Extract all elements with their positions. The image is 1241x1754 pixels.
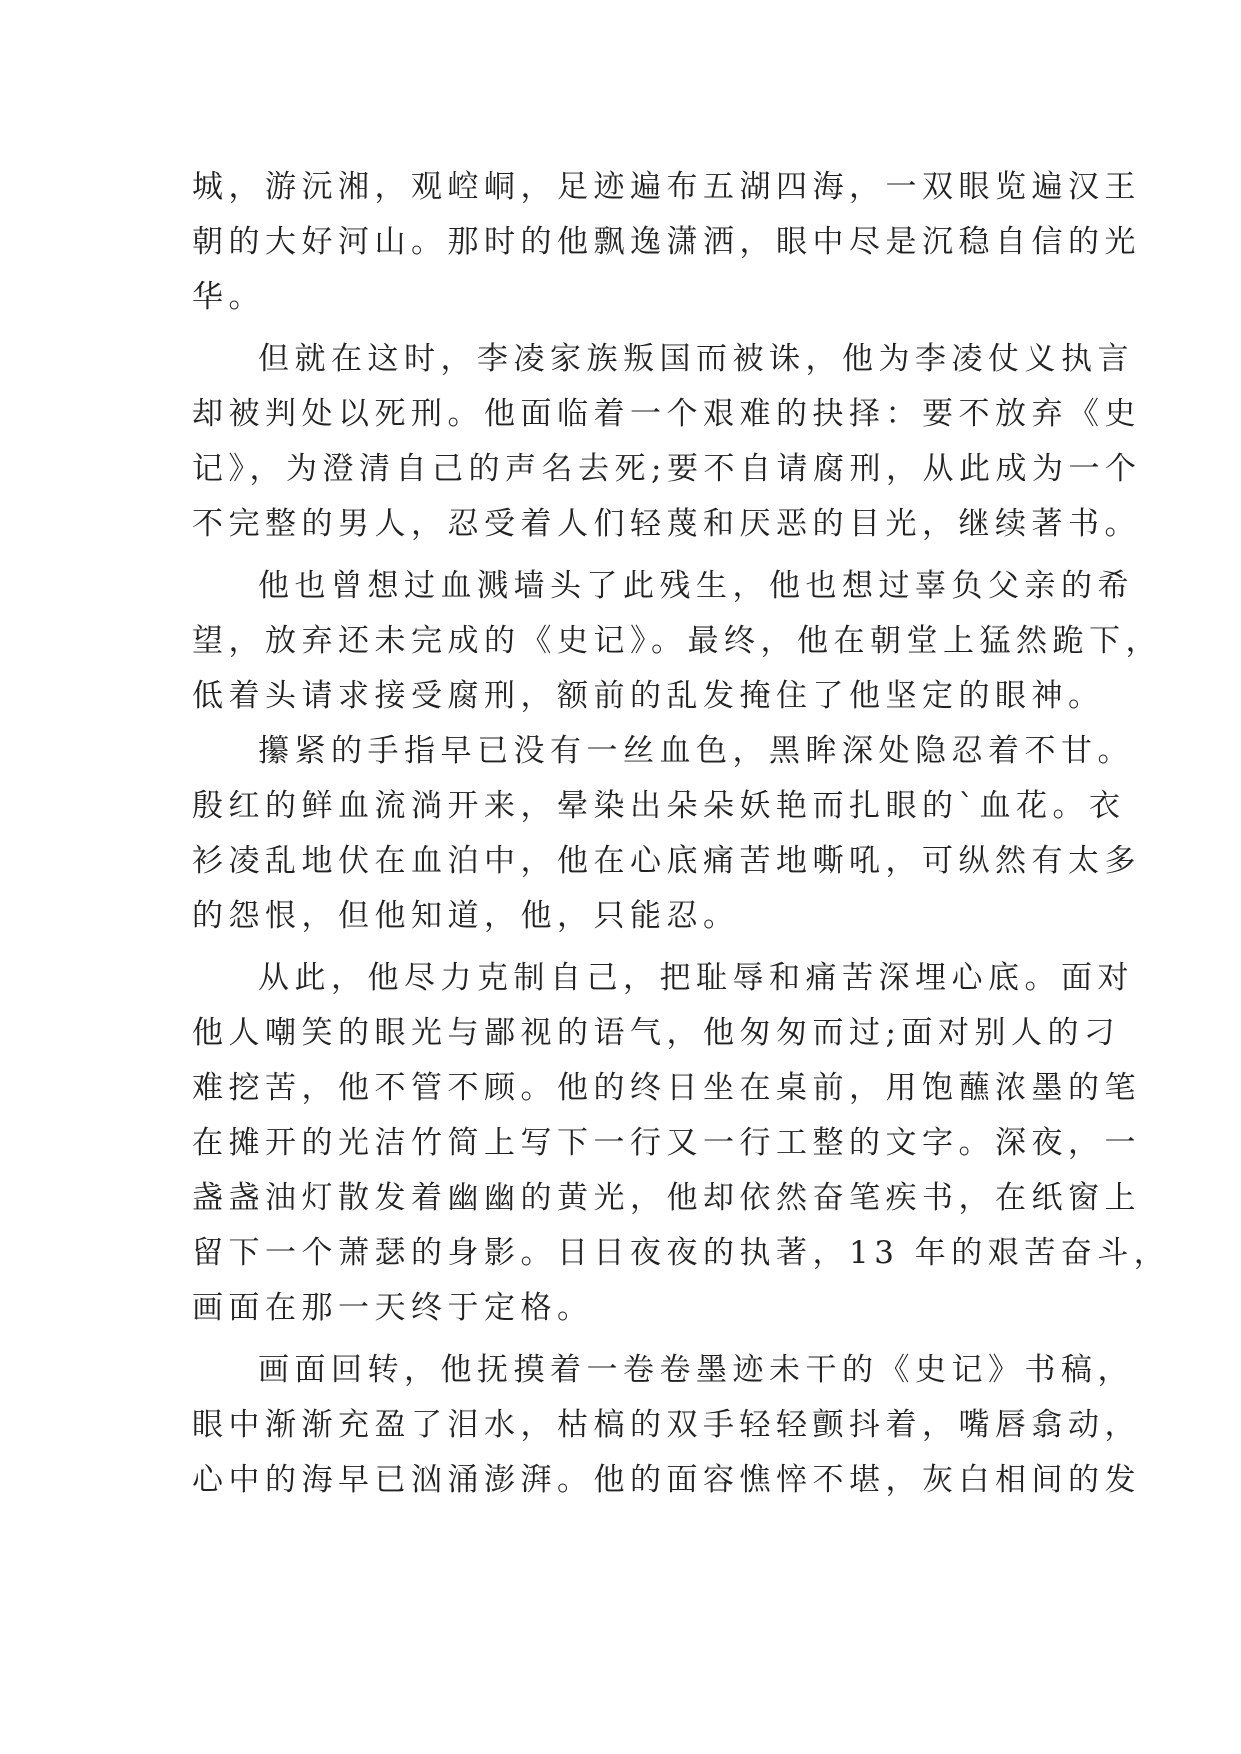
- paragraph-gap: [192, 552, 1072, 559]
- paragraph-gap: [192, 944, 1072, 951]
- paragraph-6: [192, 1343, 1141, 1508]
- text-line: 朝的大好河山。那时的他飘逸潇洒，眼中尽是沉稳自信的光: [192, 224, 1141, 260]
- text-line: 的怨恨，但他知道，他，只能忍。: [192, 898, 740, 934]
- text-line: 他也曾想过血溅墙头了此残生，他也想过辜负父亲的希: [258, 568, 1134, 604]
- text-line: 眼中渐渐充盈了泪水，枯槁的双手轻轻颤抖着，嘴唇翕动，: [192, 1407, 1141, 1443]
- text-line: 留下一个萧瑟的身影。日日夜夜的执著，13 年的艰苦奋斗，: [192, 1235, 1171, 1271]
- text-line: 画面回转，他抚摸着一卷卷墨迹未干的《史记》书稿，: [258, 1352, 1134, 1388]
- paragraph-gap: [192, 325, 1072, 332]
- text-line: 低着头请求接受腐刑，额前的乱发掩住了他坚定的眼神。: [192, 678, 1105, 714]
- text-line: 难挖苦，他不管不顾。他的终日坐在桌前，用饱蘸浓墨的笔: [192, 1070, 1141, 1106]
- text-line: 华。: [192, 279, 265, 315]
- text-line: 在摊开的光洁竹简上写下一行又一行工整的文字。深夜，一: [192, 1125, 1141, 1161]
- paragraph-4: [192, 724, 1141, 944]
- text-line: 从此，他尽力克制自己，把耻辱和痛苦深埋心底。面对: [258, 960, 1134, 996]
- text-line: 城，游沅湘，观崆峒，足迹遍布五湖四海，一双眼览遍汉王: [192, 169, 1141, 205]
- text-line: 却被判处以死刑。他面临着一个艰难的抉择：要不放弃《史: [192, 396, 1141, 432]
- text-line: 不完整的男人，忍受着人们轻蔑和厌恶的目光，继续著书。: [192, 506, 1141, 542]
- text-line: 他人嘲笑的眼光与鄙视的语气，他匆匆而过;面对别人的刁: [192, 1015, 1121, 1051]
- text-line: 盏盏油灯散发着幽幽的黄光，他却依然奋笔疾书，在纸窗上: [192, 1180, 1141, 1216]
- text-line: 但就在这时，李凌家族叛国而被诛，他为李凌仗义执言: [258, 341, 1134, 377]
- text-line: 心中的海早已汹涌澎湃。他的面容憔悴不堪，灰白相间的发: [192, 1462, 1141, 1498]
- paragraph-2: [192, 332, 1142, 552]
- paragraph-1: [192, 160, 1141, 325]
- text-line: 衫凌乱地伏在血泊中，他在心底痛苦地嘶吼，可纵然有太多: [192, 843, 1141, 879]
- text-line: 殷红的鲜血流淌开来，晕染出朵朵妖艳而扎眼的`血花。衣: [192, 788, 1126, 824]
- text-line: 画面在那一天终于定格。: [192, 1290, 594, 1326]
- paragraph-5: [192, 951, 1171, 1336]
- body-text: [192, 160, 1171, 1508]
- text-line: 攥紧的手指早已没有一丝血色，黑眸深处隐忍着不甘。: [258, 733, 1134, 769]
- text-line: 记》，为澄清自己的声名去死;要不自请腐刑，从此成为一个: [192, 451, 1142, 487]
- paragraph-gap: [192, 1336, 1072, 1343]
- paragraph-3: [192, 559, 1162, 724]
- text-line: 望，放弃还未完成的《史记》。最终，他在朝堂上猛然跪下，: [192, 623, 1162, 659]
